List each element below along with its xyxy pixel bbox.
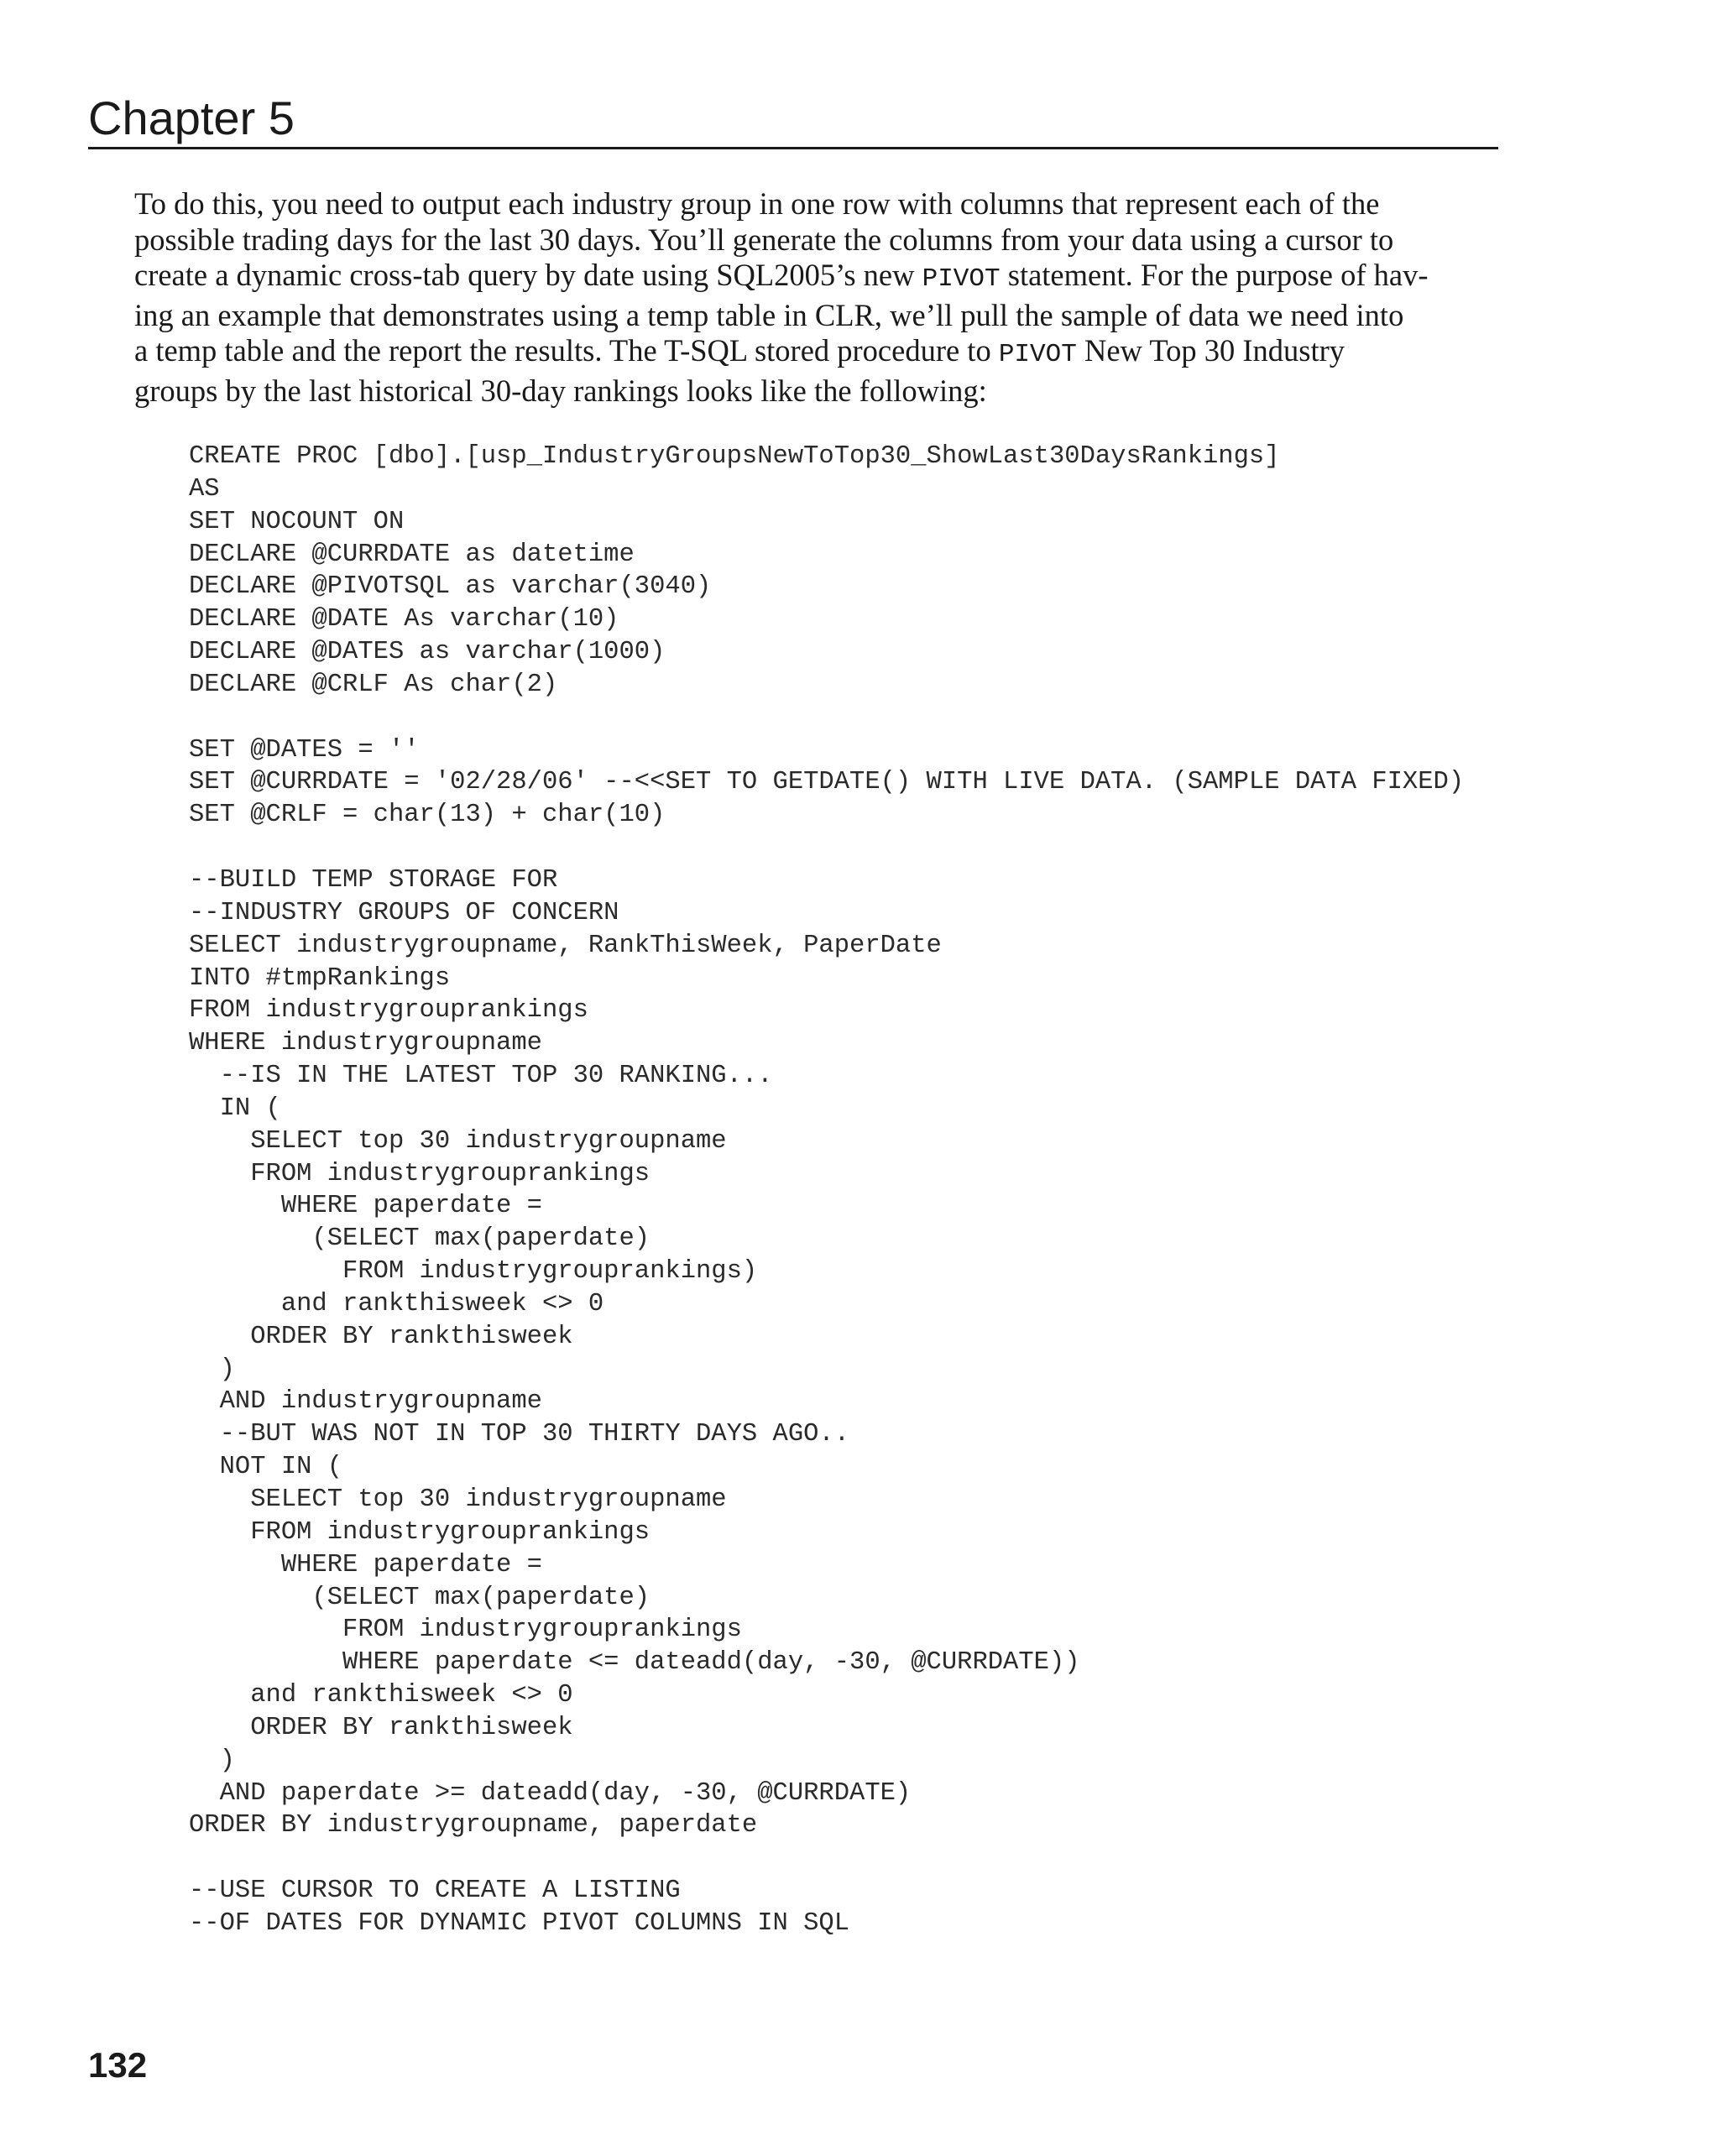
code-line: WHERE paperdate =: [189, 1550, 542, 1579]
code-line: NOT IN (: [189, 1453, 343, 1482]
code-line: AND industrygroupname: [189, 1387, 542, 1417]
code-line: CREATE PROC [dbo].[usp_IndustryGroupsNewToTop30_ShowLast30DaysRankings]: [189, 442, 1280, 471]
code-line: [189, 1842, 1464, 1875]
code-line: ORDER BY rankthisweek: [189, 1322, 573, 1351]
code-line: SET @DATES = '': [189, 735, 420, 765]
code-line: AS: [189, 474, 220, 504]
paragraph-line: [134, 258, 1502, 298]
body-paragraph: [134, 186, 1502, 409]
inline-code-pivot: PIVOT: [998, 340, 1077, 369]
code-line: SET NOCOUNT ON: [189, 507, 405, 536]
paragraph-line: [134, 333, 1502, 373]
code-listing: [189, 441, 1464, 1940]
code-line: --BUILD TEMP STORAGE FOR: [189, 865, 558, 895]
code-line: FROM industrygrouprankings: [189, 1159, 651, 1188]
code-line: (SELECT max(paperdate): [189, 1224, 651, 1254]
code-line: DECLARE @DATE As varchar(10): [189, 605, 619, 634]
code-line: WHERE paperdate =: [189, 1192, 542, 1221]
chapter-title: Chapter 5: [88, 91, 295, 144]
code-line: SELECT top 30 industrygroupname: [189, 1485, 727, 1514]
chapter-header: [88, 86, 1498, 149]
code-line: FROM industrygrouprankings: [189, 996, 588, 1026]
code-line: ): [189, 1355, 235, 1384]
code-line: ORDER BY industrygroupname, paperdate: [189, 1811, 758, 1840]
code-line: --IS IN THE LATEST TOP 30 RANKING...: [189, 1062, 773, 1091]
code-line: ORDER BY rankthisweek: [189, 1713, 573, 1742]
paragraph-line: ing an example that demonstrates using a temp table in CLR, we’ll pull the sample of data we need into: [134, 297, 1404, 332]
code-line: [189, 832, 1464, 864]
code-line: FROM industrygrouprankings: [189, 1517, 651, 1547]
code-line: SET @CURRDATE = '02/28/06' --<<SET TO GETDATE() WITH LIVE DATA. (SAMPLE DATA FIXED): [189, 768, 1465, 797]
paragraph-text: create a dynamic cross-tab query by date using SQL2005’s new: [134, 258, 922, 292]
code-line: (SELECT max(paperdate): [189, 1583, 651, 1612]
page-number: 132: [88, 2045, 148, 2085]
code-line: DECLARE @PIVOTSQL as varchar(3040): [189, 572, 712, 602]
code-line: DECLARE @DATES as varchar(1000): [189, 638, 666, 667]
code-line: and rankthisweek <> 0: [189, 1681, 573, 1710]
paragraph-line: possible trading days for the last 30 days. You’ll generate the columns from your data using a cursor to: [134, 222, 1394, 257]
code-line: INTO #tmpRankings: [189, 963, 451, 993]
code-line: --OF DATES FOR DYNAMIC PIVOT COLUMNS IN SQL: [189, 1908, 850, 1938]
code-line: [189, 702, 1464, 734]
code-line: DECLARE @CRLF As char(2): [189, 670, 558, 699]
code-line: SET @CRLF = char(13) + char(10): [189, 801, 666, 830]
code-line: SELECT top 30 industrygroupname: [189, 1126, 727, 1156]
code-line: IN (: [189, 1094, 281, 1123]
code-line: WHERE paperdate <= dateadd(day, -30, @CURRDATE)): [189, 1648, 1080, 1678]
paragraph-text: New Top 30 Industry: [1076, 333, 1345, 368]
paragraph-line: groups by the last historical 30-day rankings looks like the following:: [134, 373, 987, 408]
code-line: --BUT WAS NOT IN TOP 30 THIRTY DAYS AGO..: [189, 1420, 850, 1449]
code-line: --INDUSTRY GROUPS OF CONCERN: [189, 898, 619, 927]
code-line: DECLARE @CURRDATE as datetime: [189, 540, 635, 569]
code-line: --USE CURSOR TO CREATE A LISTING: [189, 1877, 681, 1906]
code-line: FROM industrygrouprankings: [189, 1616, 742, 1645]
code-line: FROM industrygrouprankings): [189, 1257, 758, 1287]
code-line: SELECT industrygroupname, RankThisWeek, PaperDate: [189, 931, 942, 960]
code-line: and rankthisweek <> 0: [189, 1289, 604, 1318]
inline-code-pivot: PIVOT: [922, 264, 1001, 294]
code-line: WHERE industrygroupname: [189, 1029, 542, 1058]
paragraph-text: statement. For the purpose of hav-: [1000, 258, 1429, 292]
paragraph-text: a temp table and the report the results. The T-SQL stored procedure to: [134, 333, 999, 368]
code-line: ): [189, 1746, 235, 1775]
paragraph-line: To do this, you need to output each industry group in one row with columns that represent each of the: [134, 186, 1380, 221]
code-line: AND paperdate >= dateadd(day, -30, @CURRDATE): [189, 1778, 912, 1808]
